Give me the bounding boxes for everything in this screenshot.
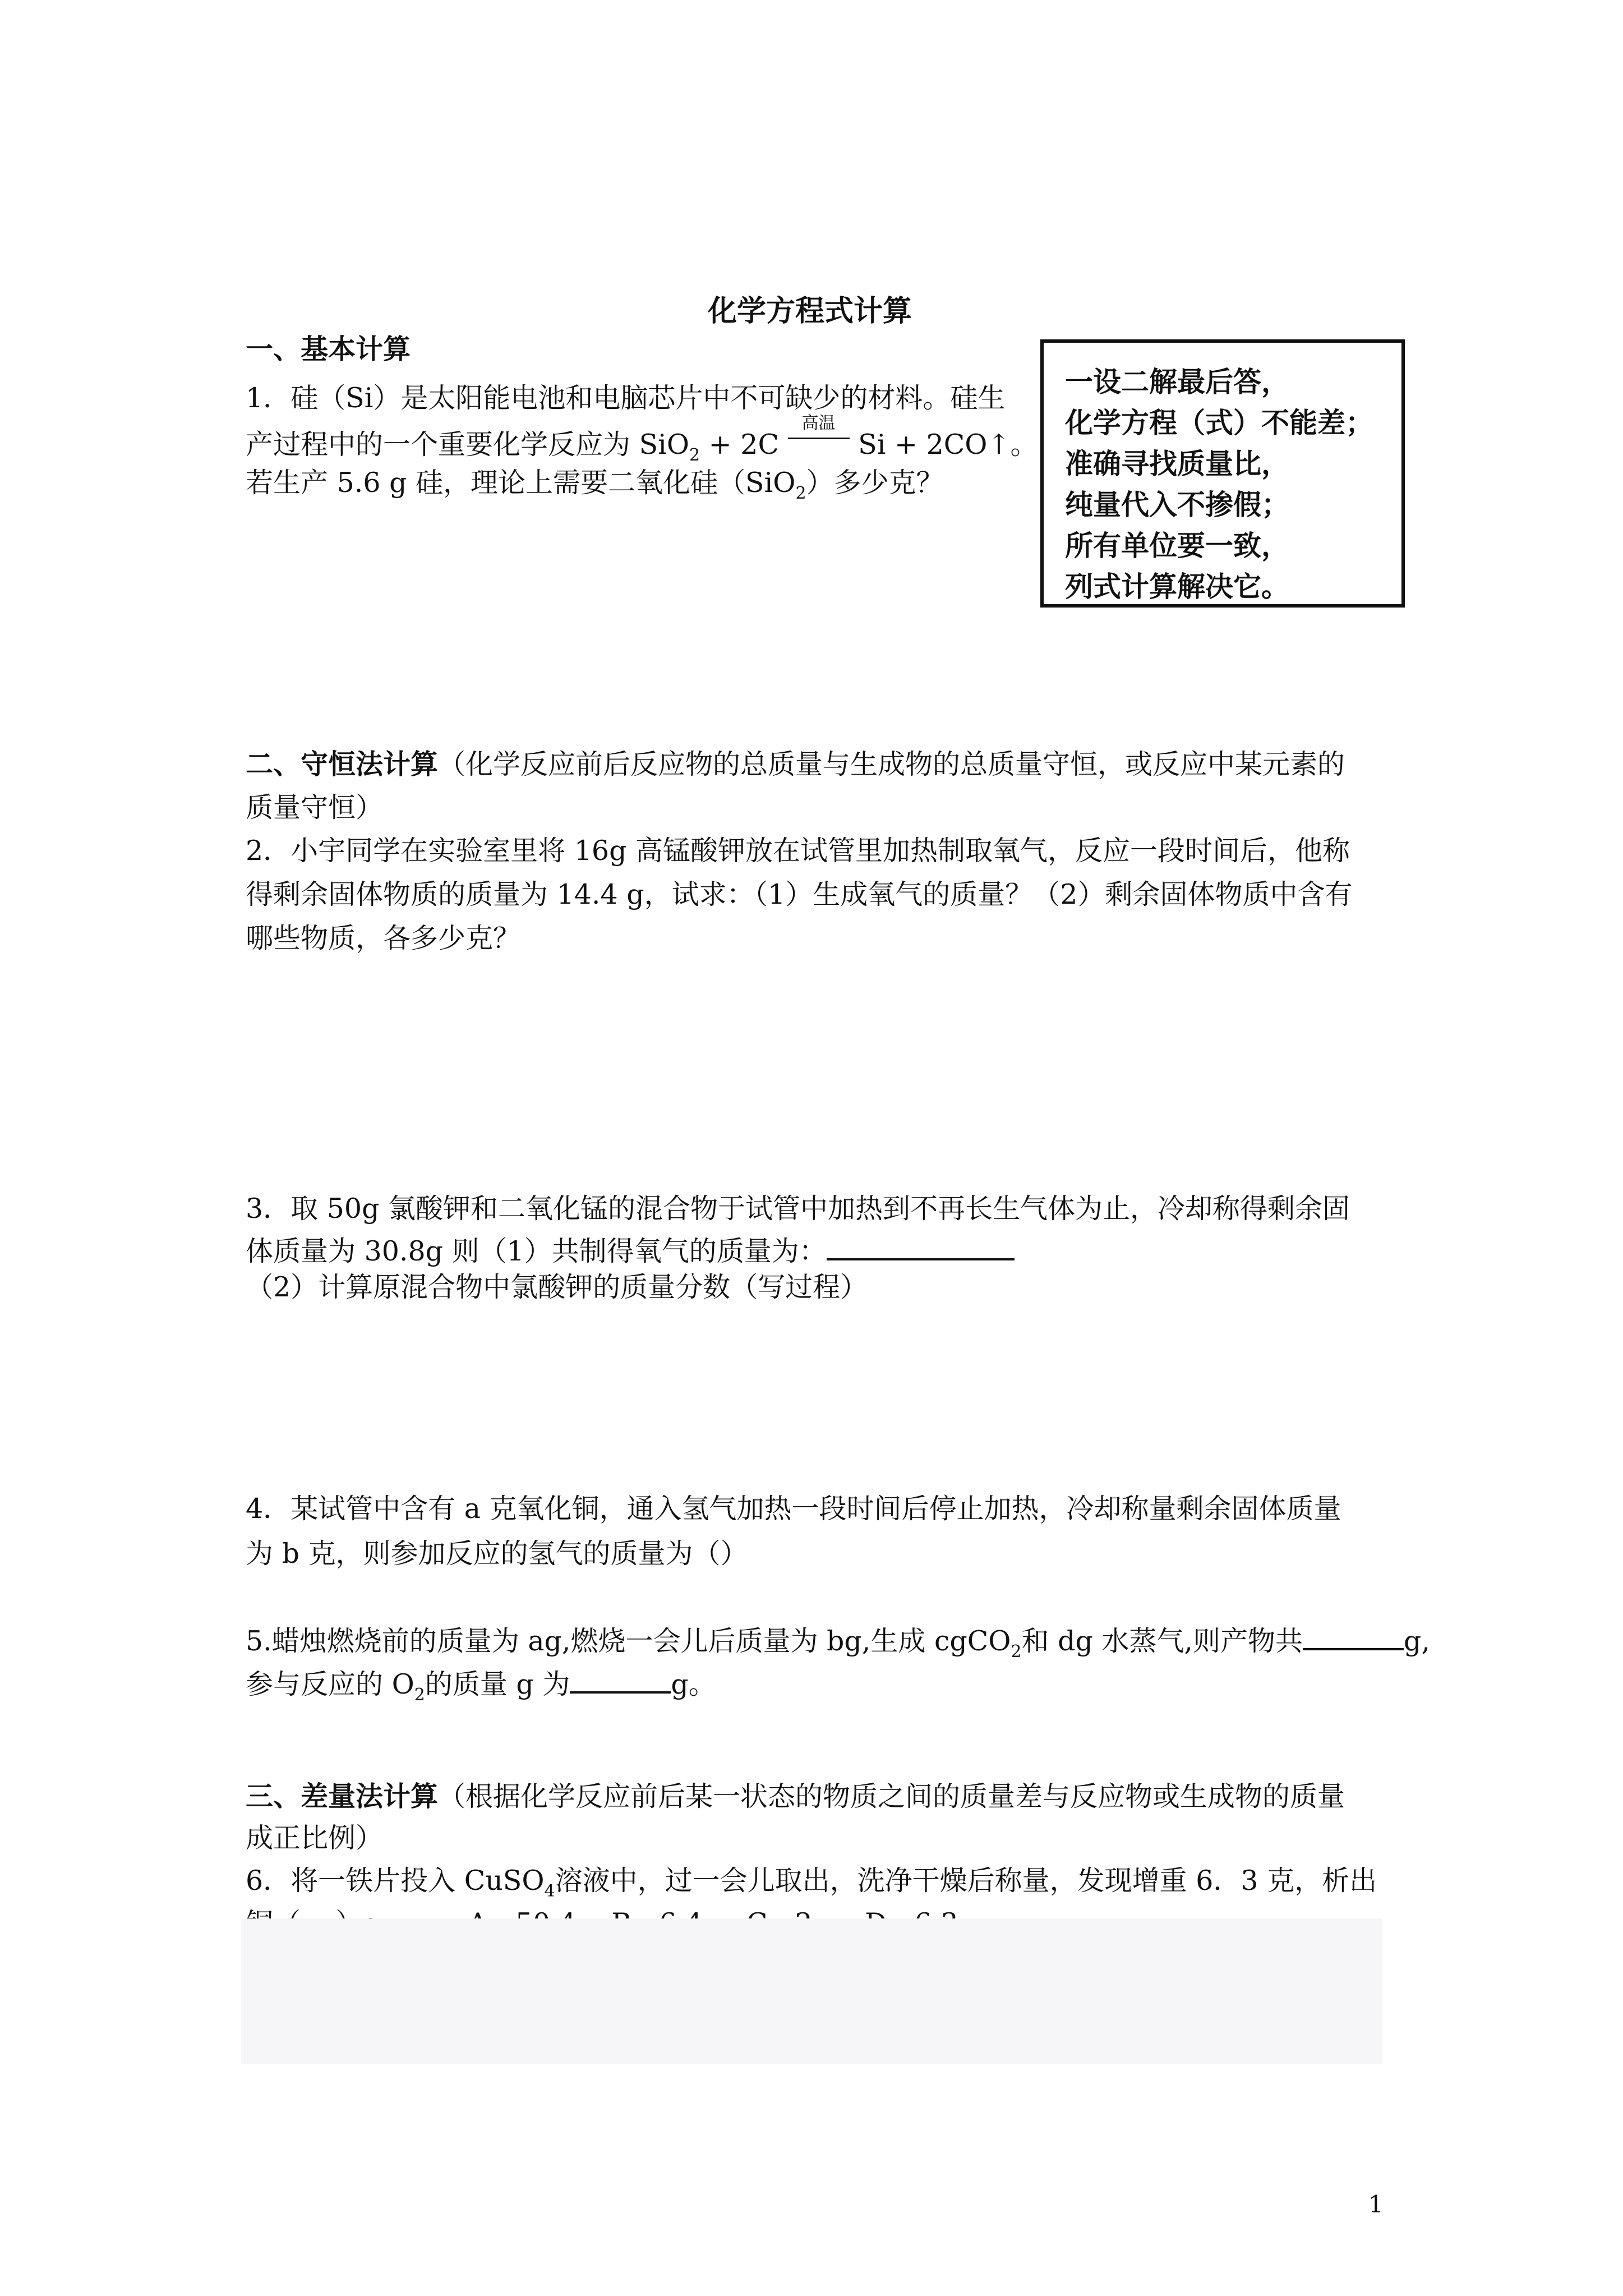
q5-text: 和 dg 水蒸气,则产物共 <box>1021 1625 1303 1657</box>
mnemonic-line: 化学方程（式）不能差； <box>1065 407 1373 439</box>
q5-text: 的质量 g 为 <box>425 1668 570 1700</box>
section-2-description: 质量守恒） <box>246 792 384 823</box>
mnemonic-line: 所有单位要一致， <box>1065 530 1289 562</box>
q3-text: 体质量为 30.8g 则（1）共制得氧气的质量为： <box>246 1235 827 1267</box>
answer-blank[interactable] <box>1303 1626 1404 1650</box>
mnemonic-line: 纯量代入不掺假； <box>1065 489 1289 521</box>
q6-text: 溶液中，过一会儿取出，洗净干燥后称量，发现增重 6．3 克，析出 <box>555 1865 1377 1897</box>
page-title: 化学方程式计算 <box>708 295 912 328</box>
q6-line <box>246 1865 1377 1901</box>
q6-text: 6．将一铁片投入 CuSO <box>246 1865 545 1897</box>
q5-text: g, <box>1403 1625 1430 1657</box>
q4-line: 4．某试管中含有 a 克氧化铜，通入氢气加热一段时间后停止加热，冷却称量剩余固体质量 <box>246 1493 1341 1525</box>
q5-line <box>246 1625 1430 1662</box>
q1-text: ）多少克？ <box>806 467 944 499</box>
section-3-description: 成正比例） <box>246 1822 384 1854</box>
subscript: 4 <box>544 1881 555 1901</box>
section-2-heading-line <box>246 748 1345 780</box>
q3-line: （2）计算原混合物中氯酸钾的质量分数（写过程） <box>246 1271 868 1303</box>
reaction-arrow-bar <box>788 438 850 439</box>
mnemonic-line: 一设二解最后答， <box>1065 366 1289 398</box>
mnemonic-line: 准确寻找质量比， <box>1065 448 1289 480</box>
section-3-description: （根据化学反应前后某一状态的物质之间的质量差与反应物或生成物的质量 <box>438 1780 1345 1812</box>
mnemonic-line: 列式计算解决它。 <box>1065 570 1289 603</box>
subscript: 2 <box>689 445 700 465</box>
q5-line <box>246 1668 716 1705</box>
q1-line: 1．硅（Si）是太阳能电池和电脑芯片中不可缺少的材料。硅生 <box>246 382 1006 414</box>
section-3-heading: 三、差量法计算 <box>246 1780 439 1812</box>
section-1-heading: 一、基本计算 <box>246 333 411 365</box>
q5-text: 参与反应的 O <box>246 1668 414 1700</box>
condition-label: 高温 <box>801 413 836 433</box>
q3-line <box>246 1236 1015 1265</box>
answer-blank[interactable] <box>570 1669 671 1694</box>
answer-blank[interactable] <box>827 1236 1015 1260</box>
section-2-description: （化学反应前后反应物的总质量与生成物的总质量守恒，或反应中某元素的 <box>438 748 1345 780</box>
subscript: 2 <box>414 1685 425 1705</box>
q4-line: 为 b 克，则参加反应的氢气的质量为（） <box>246 1538 748 1570</box>
answer-area[interactable] <box>241 1918 1382 2064</box>
q1-line <box>246 467 944 503</box>
q2-line: 哪些物质，各多少克？ <box>246 922 521 954</box>
reaction-condition <box>788 413 850 454</box>
q1-text: 产过程中的一个重要化学反应为 SiO <box>246 429 689 461</box>
subscript: 2 <box>1011 1642 1022 1662</box>
page-number: 1 <box>1368 2191 1384 2218</box>
q1-equation-line <box>246 413 1038 465</box>
q5-text: 5.蜡烛燃烧前的质量为 ag,燃烧一会儿后质量为 bg,生成 cgCO <box>246 1625 1011 1657</box>
subscript: 2 <box>795 484 806 503</box>
section-2-heading: 二、守恒法计算 <box>246 748 439 780</box>
q3-line: 3．取 50g 氯酸钾和二氧化锰的混合物于试管中加热到不再长生气体为止，冷却称得剩余固 <box>246 1193 1350 1225</box>
q1-text: 若生产 5.6 g 硅，理论上需要二氧化硅（SiO <box>246 467 796 499</box>
q1-text: + 2C <box>700 429 788 461</box>
section-3-heading-line <box>246 1780 1345 1812</box>
q5-text: g。 <box>671 1668 716 1700</box>
q2-line: 2．小宇同学在实验室里将 16g 高锰酸钾放在试管里加热制取氧气，反应一段时间后，他称 <box>246 835 1350 867</box>
q2-line: 得剩余固体物质的质量为 14.4 g，试求：（1）生成氧气的质量？（2）剩余固体物质中含有 <box>246 878 1353 910</box>
mnemonic-box <box>1040 339 1405 608</box>
q1-text: Si + 2CO↑。 <box>849 429 1038 461</box>
